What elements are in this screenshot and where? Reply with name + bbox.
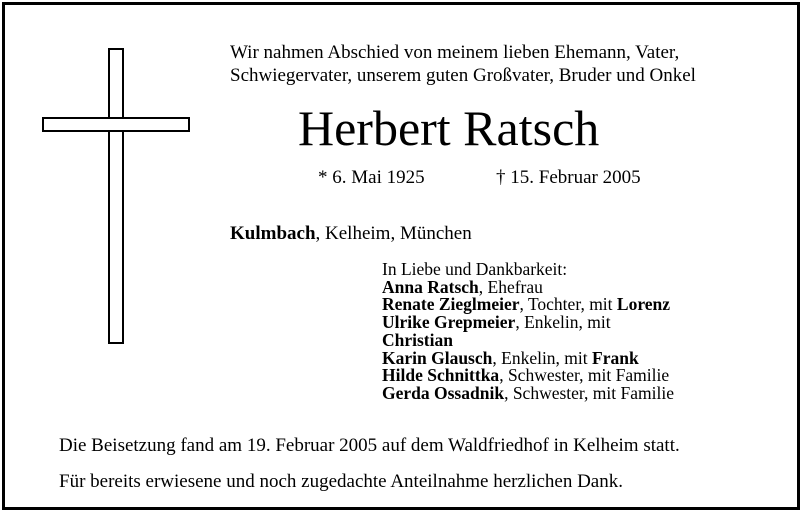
mourner-entry [382, 382, 674, 403]
intro-text [230, 41, 696, 87]
mourner-name: Karin Glausch [382, 347, 493, 368]
mourner-relation: , Schwester, mit Familie [504, 382, 674, 403]
mourner-relation: , Schwester, mit Familie [499, 365, 670, 386]
intro-line-1: Wir nahmen Abschied von meinem lieben Ehemann, Vater, [230, 42, 680, 63]
mourner-name: Anna Ratsch [382, 276, 479, 297]
mourner-relation: , Enkelin, mit [515, 312, 611, 333]
mourners-list [382, 261, 674, 403]
mourner-name: Hilde Schnittka [382, 365, 500, 386]
obituary-notice [2, 2, 800, 510]
death-date: † 15. Februar 2005 [496, 167, 641, 188]
funeral-notice: Die Beisetzung fand am 19. Februar 2005 auf dem Waldfriedhof in Kelheim statt. [59, 435, 680, 456]
places-line [230, 223, 472, 245]
mourner-name: Christian [382, 329, 453, 350]
mourner-name: Renate Zieglmeier [382, 294, 520, 315]
mourners-heading: In Liebe und Dankbarkeit: [382, 259, 568, 279]
mourner-name: Gerda Ossadnik [382, 382, 505, 403]
mourner-partner: Frank [592, 347, 639, 368]
deceased-name: Herbert Ratsch [298, 100, 600, 156]
mourner-relation: , Tochter, mit [519, 294, 617, 315]
mourner-name: Ulrike Grepmeier [382, 312, 516, 333]
thanks-line: Für bereits erwiesene und noch zugedachte Anteilnahme herzlichen Dank. [59, 471, 623, 492]
mourner-relation: , Ehefrau [478, 276, 543, 297]
birth-date: * 6. Mai 1925 [318, 167, 425, 188]
cross-vertical-beam [108, 48, 124, 344]
place-others: , Kelheim, München [315, 223, 472, 244]
intro-line-2: Schwiegervater, unserem guten Großvater, Bruder und Onkel [230, 65, 696, 86]
mourner-partner: Lorenz [616, 294, 671, 315]
mourner-relation: , Enkelin, mit [492, 347, 593, 368]
place-primary: Kulmbach [230, 223, 316, 244]
cross-intersection [110, 119, 122, 130]
